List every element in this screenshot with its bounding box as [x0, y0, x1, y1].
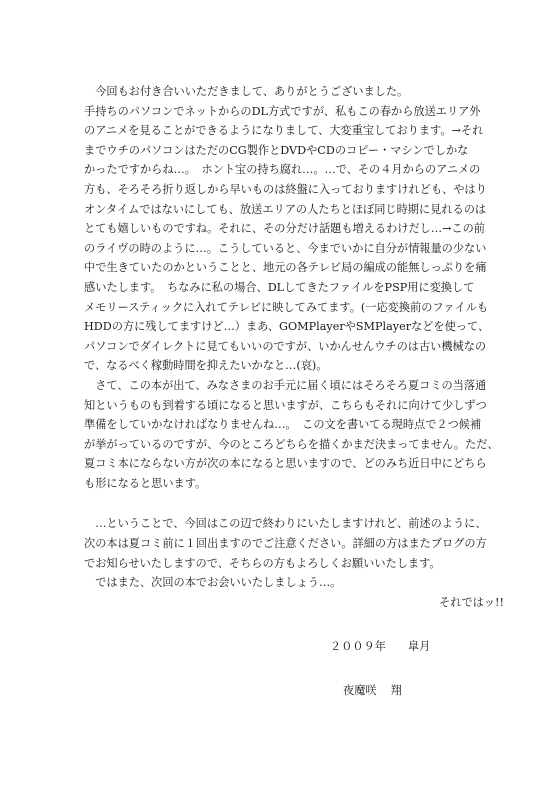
text-line: オンタイムではないにしても、放送エリアの人たちとほぼ同じ時期に見れるのは [84, 202, 487, 216]
text-line: 感いたします。 ちなみに私の場合、DLしてきたファイルをPSP用に変換して [84, 280, 475, 294]
text-line: とても嬉しいものですね。それに、その分だけ話題も増えるわけだし…→この前 [84, 222, 485, 236]
date-month: 皐月 [407, 640, 431, 653]
text-line: 方も、そろそろ折り返しから早いものは終盤に入っておりますけれども、やはり [84, 182, 487, 196]
text-line: ではまた、次回の本でお会いいたしましょう…。 [84, 576, 342, 590]
text-line: のライヴの時のように…。こうしていると、今までいかに自分が情報量の少ない [84, 241, 487, 255]
signature-date [330, 637, 510, 657]
text-line: のアニメを見ることができるようになりまして、大変重宝しております。→それ [84, 124, 484, 138]
text-line: かったですからね…。 ホント宝の持ち腐れ…。…で、その４月からのアニメの [84, 163, 481, 177]
text-line: でお知らせいたしますので、そちらの方もよろしくお願いいたします。 [84, 556, 441, 570]
text-line: 中で生きていたのかということと、地元の各テレビ局の編成の能無しっぷりを痛 [84, 261, 487, 275]
text-line: さて、この本が出て、みなさまのお手元に届く頃にはそろそろ夏コミの当落通 [84, 378, 487, 392]
author-given-name: 翔 [390, 684, 402, 697]
author-family-name: 夜魔咲 [343, 684, 377, 697]
text-line: 知というものも到着する頃になると思いますが、こちらもそれに向けて少しずつ [84, 398, 487, 412]
text-line: 次の本は夏コミ前に１回出ますのでご注意ください。詳細の方はまたブログの方 [84, 537, 487, 551]
text-line: が挙がっているのですが、今のところどちらを描くかまだ決まってません。ただ、 [84, 437, 499, 451]
text-line: 今回もお付き合いいただきまして、ありがとうございました。 [84, 85, 409, 98]
text-line: パソコンでダイレクトに見てもいいのですが、いかんせんウチのは古い機械なの [84, 339, 487, 353]
text-line: 手持ちのパソコンでネットからのDL方式ですが、私もこの春から放送エリア外 [84, 104, 481, 118]
text-line: メモリースティックに入れてテレビに映してみてます。(一応変換前のファイルも [84, 300, 489, 314]
closing-line: それではッ!! [439, 595, 504, 609]
text-line: までウチのパソコンはただのCG製作とDVDやCDのコピー・マシンでしかな [84, 143, 469, 157]
afterword-text [84, 82, 504, 612]
date-year: ２００９年 [330, 640, 386, 653]
text-line: …ということで、今回はこの辺で終わりにいたしますけれど、前述のように、 [84, 517, 487, 531]
text-line: で、なるべく稼動時間を抑えたいかなと…(哀)。 [84, 359, 328, 373]
paragraph-gap [84, 493, 504, 514]
author-name [343, 681, 402, 701]
text-line: も形になると思います。 [84, 476, 207, 490]
text-line: HDDの方に残してますけど…）まあ、GOMPlayerやSMPlayerなどを使って、 [84, 320, 490, 334]
text-line: 準備をしていかなければなりませんね…。 この文を書いてる現時点で２つ候補 [84, 418, 482, 432]
text-line: 夏コミ本にならない方が次の本になると思いますので、どのみち近日中にどちら [84, 457, 487, 471]
date-line [330, 637, 510, 657]
